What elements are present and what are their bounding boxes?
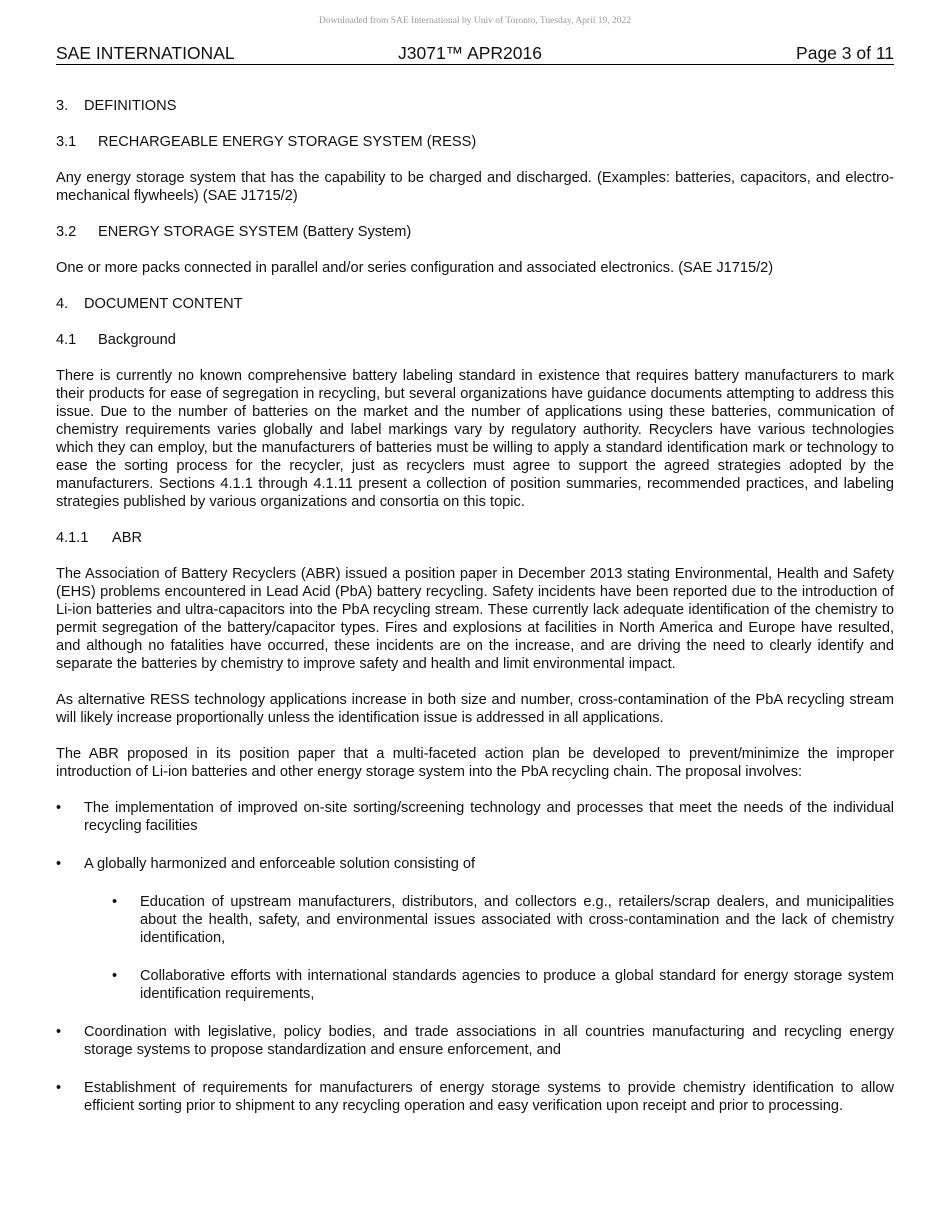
section-4-1-1-heading bbox=[56, 529, 894, 547]
bullet-icon: • bbox=[56, 800, 62, 816]
section-title: RECHARGEABLE ENERGY STORAGE SYSTEM (RESS) bbox=[98, 134, 477, 150]
section-3-2-heading bbox=[56, 223, 894, 241]
list-item bbox=[56, 799, 894, 835]
section-3-2-paragraph: One or more packs connected in parallel and/or series configuration and associated electronics. (SAE J1715/2) bbox=[56, 260, 774, 276]
list-item bbox=[56, 1079, 894, 1115]
list-item bbox=[56, 855, 894, 873]
document-body bbox=[56, 97, 894, 1135]
section-3-heading bbox=[56, 97, 894, 115]
list-item-text: Coordination with legislative, policy bodies, and trade associations in all countries manufacturing and recycling energy storage systems to propose standardization and ensure enforcement, and bbox=[84, 1024, 894, 1058]
sub-list-item bbox=[112, 893, 894, 947]
bullet-icon: • bbox=[112, 968, 118, 984]
list-item-text: The implementation of improved on-site sorting/screening technology and processes that meet the needs of the individual recycling facilities bbox=[84, 800, 894, 834]
section-4-heading bbox=[56, 295, 894, 313]
list-item-text: Education of upstream manufacturers, distributors, and collectors e.g., retailers/scrap dealers, and municipalities about the health, safety, and environmental issues associated with cross-contamination and the lack of chemistry identification, bbox=[140, 894, 894, 946]
bullet-icon: • bbox=[56, 1024, 62, 1040]
page-header bbox=[56, 43, 894, 65]
section-title: DOCUMENT CONTENT bbox=[84, 296, 243, 312]
section-number: 4.1.1 bbox=[56, 530, 89, 546]
list-item-text: A globally harmonized and enforceable solution consisting of bbox=[84, 856, 476, 872]
section-number: 3.1 bbox=[56, 134, 77, 150]
bullet-icon: • bbox=[56, 1080, 62, 1096]
header-organization: SAE INTERNATIONAL bbox=[56, 43, 235, 63]
header-page-number: Page 3 of 11 bbox=[796, 43, 894, 63]
list-item-text: Collaborative efforts with international standards agencies to produce a global standard for energy storage system identification requirements, bbox=[140, 968, 894, 1002]
list-item bbox=[56, 1023, 894, 1059]
abr-paragraph-3: The ABR proposed in its position paper that a multi-faceted action plan be developed to prevent/minimize the improper introduction of Li-ion batteries and other energy storage system into the PbA recycling chain. The proposal involves: bbox=[56, 746, 894, 780]
section-number: 4.1 bbox=[56, 332, 77, 348]
list-item-text: Establishment of requirements for manufacturers of energy storage systems to provide chemistry identification to allow efficient sorting prior to shipment to any recycling operation and easy verification upon receipt and prior to processing. bbox=[84, 1080, 894, 1114]
sub-list-item bbox=[112, 967, 894, 1003]
bullet-icon: • bbox=[56, 856, 62, 872]
section-title: ABR bbox=[112, 530, 143, 546]
section-title: ENERGY STORAGE SYSTEM (Battery System) bbox=[98, 224, 412, 240]
section-number: 3. bbox=[56, 98, 69, 114]
download-watermark: Downloaded from SAE International by Univ of Toronto, Tuesday, April 19, 2022 bbox=[318, 16, 631, 26]
header-document-id: J3071™ APR2016 bbox=[398, 43, 542, 63]
section-title: Background bbox=[98, 332, 176, 348]
section-4-1-paragraph: There is currently no known comprehensive battery labeling standard in existence that requires battery manufacturers to mark their products for ease of segregation in recycling, but several organizations have guidance documents attempting to address this issue. Due to the number of batteries on the market and the number of applications using these batteries, communication of chemistry requirements varies globally and label markings vary by regulatory authority. Recyclers have various technologies which they can employ, but the manufacturers of batteries must be willing to apply a standard identification mark or technology to ease the sorting process for the recycler, just as recyclers must agree to support the agreed strategies adopted by the manufacturers. Sections 4.1.1 through 4.1.11 present a collection of position summaries, recommended practices, and labeling strategies published by various organizations and consortia on this topic. bbox=[56, 368, 894, 510]
section-3-1-paragraph: Any energy storage system that has the capability to be charged and discharged. (Examples: batteries, capacitors, and electro-mechanical flywheels) (SAE J1715/2) bbox=[56, 170, 894, 204]
section-number: 3.2 bbox=[56, 224, 77, 240]
section-number: 4. bbox=[56, 296, 69, 312]
section-4-1-heading bbox=[56, 331, 894, 349]
abr-paragraph-2: As alternative RESS technology applications increase in both size and number, cross-contamination of the PbA recycling stream will likely increase proportionally unless the identification issue is addressed in all applications. bbox=[56, 692, 894, 726]
section-title: DEFINITIONS bbox=[84, 98, 177, 114]
section-3-1-heading bbox=[56, 133, 894, 151]
abr-paragraph-1: The Association of Battery Recyclers (ABR) issued a position paper in December 2013 stating Environmental, Health and Safety (EHS) problems encountered in Lead Acid (PbA) battery recycling. Safety incidents have been reported due to the introduction of Li-ion batteries and ultra-capacitors into the PbA recycling stream. These currently lack adequate identification of the chemistry to permit segregation of the battery/capacitor types. Fires and explosions at facilities in North America and Europe have resulted, and although no fatalities have occurred, these incidents are on the increase, and are driving the need to clearly identify and separate the batteries by chemistry to improve safety and health and limit environmental impact. bbox=[56, 566, 894, 672]
bullet-icon: • bbox=[112, 894, 118, 910]
